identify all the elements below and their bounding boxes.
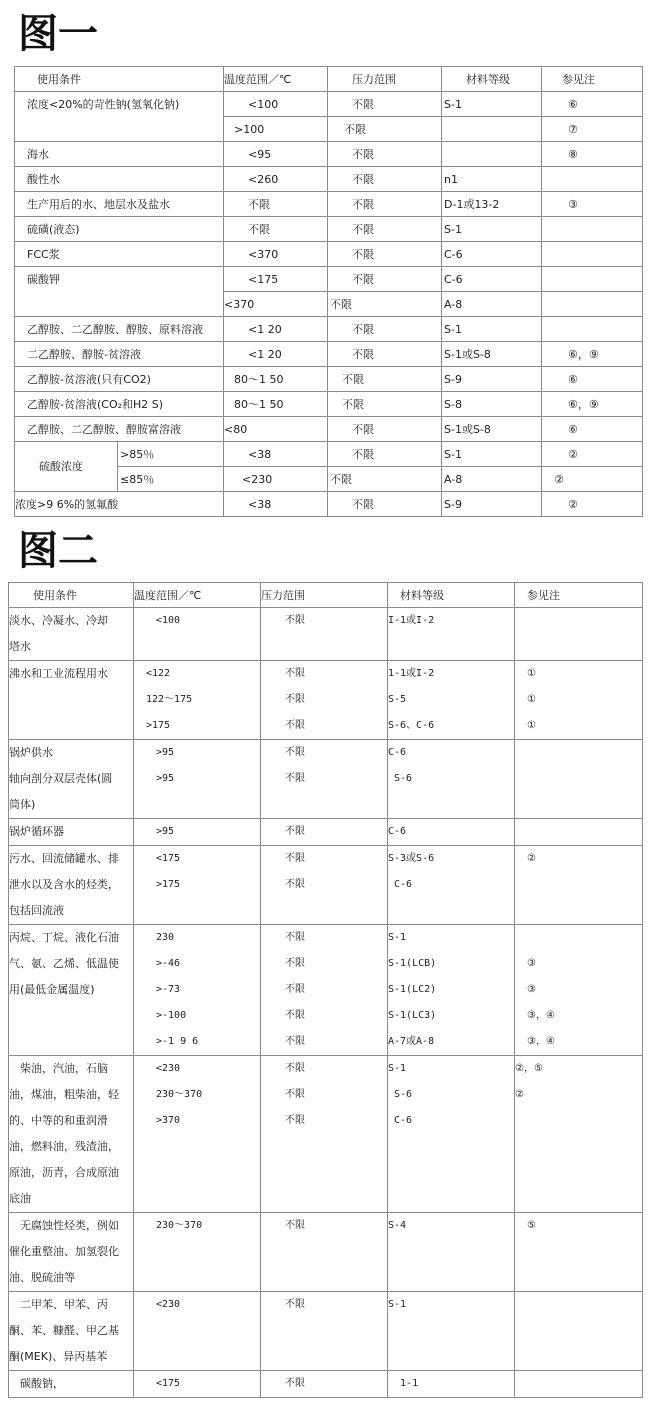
value-cell: 不限 — [328, 317, 442, 342]
condition-line: 底油 — [9, 1192, 31, 1205]
table-row — [15, 367, 643, 392]
value-line: 230～370 — [156, 1220, 203, 1231]
value-line: 不限 — [285, 826, 305, 837]
header-cell: 参见注 — [515, 583, 643, 608]
table-row — [9, 583, 643, 608]
value-column-cell — [388, 819, 515, 846]
value-cell: 不限 — [328, 142, 442, 167]
condition-line: 碳酸钠， — [9, 1377, 64, 1390]
value-line: 不限 — [285, 1115, 305, 1126]
condition-cell — [15, 117, 224, 142]
note-column-cell — [515, 819, 643, 846]
value-column-cell — [261, 846, 388, 925]
condition-cell: 浓度<20%的苛性钠(氢氧化钠) — [15, 92, 224, 117]
header-cell: 使用条件 — [15, 67, 224, 92]
condition-cell — [9, 608, 134, 661]
value-cell: S-1或S-8 — [442, 417, 542, 442]
condition-cell: 海水 — [15, 142, 224, 167]
value-cell: A-8 — [442, 467, 542, 492]
note-line — [527, 608, 640, 634]
table-row — [15, 67, 643, 92]
condition-line: 酮(MEK)、异丙基苯 — [9, 1350, 108, 1363]
note-line: ③，④ — [527, 1036, 555, 1047]
note-line: ① — [527, 668, 536, 679]
value-column-cell — [261, 925, 388, 1056]
value-line: >95 — [156, 773, 175, 784]
value-cell: S-8 — [442, 392, 542, 417]
note-column-cell — [515, 1292, 643, 1371]
value-cell: <230 — [224, 467, 328, 492]
condition-cell — [9, 819, 134, 846]
value-column-cell — [388, 740, 515, 819]
table-row — [15, 292, 643, 317]
value-line: 不限 — [285, 853, 305, 864]
value-cell: 不限 — [224, 217, 328, 242]
condition-line: 酮、苯、糠醛、甲乙基 — [9, 1324, 119, 1337]
condition-cell: 乙醇胺-贫溶液(CO₂和H2 S) — [15, 392, 224, 417]
value-line: <100 — [156, 615, 181, 626]
value-line: A-7或A-8 — [388, 1036, 435, 1047]
value-line: 不限 — [285, 1378, 305, 1389]
note-line — [527, 1292, 640, 1318]
condition-cell: 乙醇胺、二乙醇胺、醇胺富溶液 — [15, 417, 224, 442]
header-cell: 压力范围 — [261, 583, 388, 608]
value-line: 不限 — [285, 720, 305, 731]
value-line: >370 — [156, 1115, 181, 1126]
figure-2-table — [8, 582, 643, 1398]
note-cell: ⑥ — [542, 367, 643, 392]
value-line: 不限 — [285, 1010, 305, 1021]
value-line: 不限 — [285, 958, 305, 969]
value-column-cell — [134, 661, 261, 740]
header-cell: 压力范围 — [328, 67, 442, 92]
value-cell: 不限 — [328, 117, 442, 142]
value-cell: <80 — [224, 417, 328, 442]
table-row — [9, 925, 643, 1056]
note-line — [527, 766, 640, 792]
condition-cell — [9, 846, 134, 925]
value-column-cell — [261, 1213, 388, 1292]
value-column-cell — [134, 925, 261, 1056]
value-column-cell — [261, 1056, 388, 1213]
condition-cell — [9, 740, 134, 819]
value-line: 不限 — [285, 668, 305, 679]
note-cell: ⑥，⑨ — [542, 392, 643, 417]
condition-line: 锅炉循环器 — [9, 825, 64, 838]
value-line: >175 — [156, 879, 181, 890]
table-row — [15, 167, 643, 192]
value-column-cell — [261, 661, 388, 740]
value-line: S-1(LC3) — [388, 1010, 437, 1021]
note-line: ② — [527, 853, 536, 864]
value-line: 不限 — [285, 615, 305, 626]
value-cell: <260 — [224, 167, 328, 192]
value-line: C-6 — [388, 1115, 413, 1126]
header-cell: 材料等级 — [388, 583, 515, 608]
value-cell: <1 20 — [224, 342, 328, 367]
condition-line: 的、中等的和重润滑 — [9, 1114, 108, 1127]
value-column-cell — [388, 1213, 515, 1292]
value-line: 不限 — [285, 1063, 305, 1074]
value-cell: 不限 — [328, 392, 442, 417]
note-cell — [542, 317, 643, 342]
condition-line: 丙烷、丁烷、液化石油 — [9, 931, 119, 944]
table-row — [9, 1056, 643, 1213]
condition-line: 油，煤油，粗柴油，轻 — [9, 1088, 119, 1101]
value-line: 不限 — [285, 879, 305, 890]
condition-cell: 生产用后的水、地层水及盐水 — [15, 192, 224, 217]
value-column-cell — [134, 740, 261, 819]
value-column-cell — [388, 925, 515, 1056]
value-column-cell — [261, 608, 388, 661]
value-cell — [442, 142, 542, 167]
value-line: S-1 — [388, 1063, 407, 1074]
value-column-cell — [134, 608, 261, 661]
value-cell: 不限 — [328, 92, 442, 117]
note-line: ③，④ — [527, 1010, 555, 1021]
table-row — [15, 192, 643, 217]
value-line: S-6、C-6 — [388, 720, 435, 731]
value-column-cell — [261, 740, 388, 819]
note-line: ⑤ — [527, 1220, 536, 1231]
note-line — [527, 819, 640, 845]
value-cell: <38 — [224, 492, 328, 517]
note-cell — [542, 242, 643, 267]
value-cell: >100 — [224, 117, 328, 142]
value-cell: 不限 — [328, 267, 442, 292]
value-cell: D-1或13-2 — [442, 192, 542, 217]
value-column-cell — [261, 1371, 388, 1398]
value-line: 不限 — [285, 984, 305, 995]
figure-2-title: 图二 — [18, 528, 98, 574]
value-column-cell — [388, 661, 515, 740]
value-line: >175 — [146, 720, 171, 731]
value-column-cell — [388, 1371, 515, 1398]
value-column-cell — [388, 1056, 515, 1213]
value-cell: 不限 — [328, 467, 442, 492]
value-cell: S-1 — [442, 217, 542, 242]
value-column-cell — [261, 819, 388, 846]
table-row — [15, 217, 643, 242]
note-cell — [542, 217, 643, 242]
condition-cell: 乙醇胺、二乙醇胺、醇胺、原料溶液 — [15, 317, 224, 342]
value-cell: C-6 — [442, 267, 542, 292]
note-column-cell — [515, 1056, 643, 1213]
table-row — [15, 117, 643, 142]
value-line: 230～370 — [156, 1089, 203, 1100]
value-line: 230 — [156, 932, 175, 943]
condition-cell — [9, 1056, 134, 1213]
note-line: ① — [527, 694, 536, 705]
value-cell: <38 — [224, 442, 328, 467]
value-line: C-6 — [388, 826, 407, 837]
condition-line: 柴油，汽油，石脑 — [9, 1062, 108, 1075]
sub-condition-cell: ≤85％ — [118, 467, 224, 492]
value-line: C-6 — [388, 879, 413, 890]
value-line: 1-1或I-2 — [388, 668, 435, 679]
condition-line: 轴向剖分双层壳体(圆 — [9, 772, 113, 785]
value-line: <175 — [156, 853, 181, 864]
value-cell: 不限 — [328, 367, 442, 392]
note-cell: ⑥，⑨ — [542, 342, 643, 367]
value-line: >95 — [156, 747, 175, 758]
note-line: ② — [515, 1089, 524, 1100]
note-cell: ⑥ — [542, 417, 643, 442]
condition-cell — [9, 661, 134, 740]
condition-line: 气、氨、乙烯、低温使 — [9, 957, 119, 970]
condition-line: 用(最低金属温度) — [9, 983, 95, 996]
value-cell: <95 — [224, 142, 328, 167]
condition-cell: 乙醇胺-贫溶液(只有CO2) — [15, 367, 224, 392]
condition-cell: 酸性水 — [15, 167, 224, 192]
note-cell: ② — [542, 467, 643, 492]
condition-line: 泄水以及含水的烃类， — [9, 878, 119, 891]
table-row — [15, 92, 643, 117]
value-line: >-73 — [156, 984, 181, 995]
condition-line: 污水、回流储罐水、排 — [9, 852, 119, 865]
condition-cell: FCC浆 — [15, 242, 224, 267]
condition-line: 淡水、冷凝水、冷却 — [9, 614, 108, 627]
note-cell: ⑧ — [542, 142, 643, 167]
condition-cell — [9, 1213, 134, 1292]
value-cell: S-1或S-8 — [442, 342, 542, 367]
table-row — [9, 740, 643, 819]
figure-1-title: 图一 — [18, 11, 98, 57]
table-row — [15, 342, 643, 367]
value-line: 不限 — [285, 1299, 305, 1310]
note-line: ③ — [527, 984, 536, 995]
value-column-cell — [134, 819, 261, 846]
value-cell: 不限 — [328, 217, 442, 242]
value-line: >-46 — [156, 958, 181, 969]
note-cell: ⑦ — [542, 117, 643, 142]
value-line: 不限 — [285, 694, 305, 705]
value-cell: 不限 — [328, 167, 442, 192]
condition-cell: 浓度>9 6%的氢氟酸 — [15, 492, 224, 517]
value-column-cell — [134, 1292, 261, 1371]
condition-line: 二甲苯、甲苯、丙 — [9, 1298, 108, 1311]
table-row — [15, 417, 643, 442]
value-line: 1-1 — [388, 1378, 419, 1389]
value-cell — [442, 117, 542, 142]
value-line: 不限 — [285, 1089, 305, 1100]
value-line: S-6 — [388, 1089, 413, 1100]
condition-line: 油，燃料油，残渣油， — [9, 1140, 119, 1153]
value-line: <230 — [156, 1299, 181, 1310]
table-row — [15, 392, 643, 417]
value-cell: S-9 — [442, 492, 542, 517]
value-line: 不限 — [285, 1220, 305, 1231]
value-cell: S-1 — [442, 317, 542, 342]
value-cell: <1 20 — [224, 317, 328, 342]
value-line: S-1(LCB) — [388, 958, 437, 969]
value-column-cell — [134, 1056, 261, 1213]
value-cell: 不限 — [328, 242, 442, 267]
note-line: ③ — [527, 958, 536, 969]
value-cell: <370 — [224, 242, 328, 267]
condition-cell — [15, 292, 224, 317]
header-cell: 温度范围／℃ — [134, 583, 261, 608]
value-cell: <100 — [224, 92, 328, 117]
table-row — [9, 608, 643, 661]
figure-1-table — [14, 66, 643, 517]
value-line: >95 — [156, 826, 175, 837]
value-line: S-5 — [388, 694, 407, 705]
value-column-cell — [134, 1213, 261, 1292]
condition-line: 包括回流液 — [9, 904, 64, 917]
condition-line: 筒体) — [9, 798, 36, 811]
note-line — [527, 872, 640, 898]
condition-line: 无腐蚀性烃类，例如 — [9, 1219, 119, 1232]
condition-line: 催化重整油、加氢裂化 — [9, 1245, 119, 1258]
value-cell: 80～1 50 — [224, 367, 328, 392]
table-row — [15, 492, 643, 517]
value-line: >-100 — [156, 1010, 187, 1021]
value-cell: 不限 — [328, 492, 442, 517]
note-line: ① — [527, 720, 536, 731]
value-cell: 不限 — [328, 342, 442, 367]
value-line: 不限 — [285, 932, 305, 943]
condition-line: 油、脱硫油等 — [9, 1271, 75, 1284]
note-line: ②，⑤ — [515, 1063, 543, 1074]
table-row — [9, 1292, 643, 1371]
header-cell: 使用条件 — [9, 583, 134, 608]
value-cell: 不限 — [224, 192, 328, 217]
condition-cell — [9, 925, 134, 1056]
value-cell: S-1 — [442, 92, 542, 117]
note-cell — [542, 292, 643, 317]
table-row — [9, 819, 643, 846]
value-cell: n1 — [442, 167, 542, 192]
condition-cell: 硫酸浓度 — [15, 442, 118, 492]
value-cell: 不限 — [328, 192, 442, 217]
note-line — [527, 740, 640, 766]
note-column-cell — [515, 608, 643, 661]
header-cell: 参见注 — [542, 67, 643, 92]
table-row — [15, 267, 643, 292]
value-line: S-6 — [388, 773, 413, 784]
sub-condition-cell: >85％ — [118, 442, 224, 467]
table-row — [9, 1371, 643, 1398]
note-column-cell — [515, 925, 643, 1056]
table-row — [9, 1213, 643, 1292]
note-cell: ② — [542, 442, 643, 467]
value-column-cell — [388, 1292, 515, 1371]
value-line: S-4 — [388, 1220, 407, 1231]
header-cell: 温度范围／℃ — [224, 67, 328, 92]
value-line: S-1 — [388, 932, 407, 943]
value-line: S-1(LC2) — [388, 984, 437, 995]
value-cell: <175 — [224, 267, 328, 292]
value-line: <230 — [156, 1063, 181, 1074]
condition-line: 锅炉供水 — [9, 746, 53, 759]
value-cell: 不限 — [328, 292, 442, 317]
value-column-cell — [388, 608, 515, 661]
note-line — [515, 1108, 640, 1134]
value-line: 不限 — [285, 747, 305, 758]
condition-line: 塔水 — [9, 640, 31, 653]
condition-cell: 碳酸钾 — [15, 267, 224, 292]
note-column-cell — [515, 661, 643, 740]
value-cell: A-8 — [442, 292, 542, 317]
table-row — [15, 242, 643, 267]
table-row — [9, 661, 643, 740]
value-column-cell — [134, 1371, 261, 1398]
note-line — [527, 1371, 640, 1397]
value-column-cell — [134, 846, 261, 925]
value-cell: C-6 — [442, 242, 542, 267]
value-cell: 不限 — [328, 442, 442, 467]
table-row — [15, 317, 643, 342]
value-line: S-1 — [388, 1299, 407, 1310]
value-line: 不限 — [285, 1036, 305, 1047]
value-line: <175 — [156, 1378, 181, 1389]
value-line: <122 — [146, 668, 171, 679]
value-column-cell — [261, 1292, 388, 1371]
value-column-cell — [388, 846, 515, 925]
header-cell: 材料等级 — [442, 67, 542, 92]
value-line: S-3或S-6 — [388, 853, 435, 864]
value-cell: 不限 — [328, 417, 442, 442]
table-row — [9, 846, 643, 925]
note-column-cell — [515, 846, 643, 925]
note-cell — [542, 167, 643, 192]
condition-line: 沸水和工业流程用水 — [9, 667, 108, 680]
value-line: C-6 — [388, 747, 407, 758]
condition-cell — [9, 1292, 134, 1371]
value-line: 不限 — [285, 773, 305, 784]
table-row — [15, 142, 643, 167]
note-cell: ③ — [542, 192, 643, 217]
table-row — [15, 442, 643, 467]
value-cell: <370 — [224, 292, 328, 317]
condition-cell: 硫磺(液态) — [15, 217, 224, 242]
note-line — [527, 925, 640, 951]
value-cell: S-1 — [442, 442, 542, 467]
condition-line: 原油，沥青，合成原油 — [9, 1166, 119, 1179]
note-cell: ② — [542, 492, 643, 517]
value-cell: S-9 — [442, 367, 542, 392]
value-line: 122～175 — [146, 694, 193, 705]
value-line: I-1或I-2 — [388, 615, 435, 626]
note-cell: ⑥ — [542, 92, 643, 117]
condition-cell — [9, 1371, 134, 1398]
note-column-cell — [515, 1213, 643, 1292]
condition-cell: 二乙醇胺、醇胺-贫溶液 — [15, 342, 224, 367]
note-column-cell — [515, 1371, 643, 1398]
value-cell: 80～1 50 — [224, 392, 328, 417]
value-line: >-1 9 6 — [156, 1036, 199, 1047]
note-cell — [542, 267, 643, 292]
note-column-cell — [515, 740, 643, 819]
